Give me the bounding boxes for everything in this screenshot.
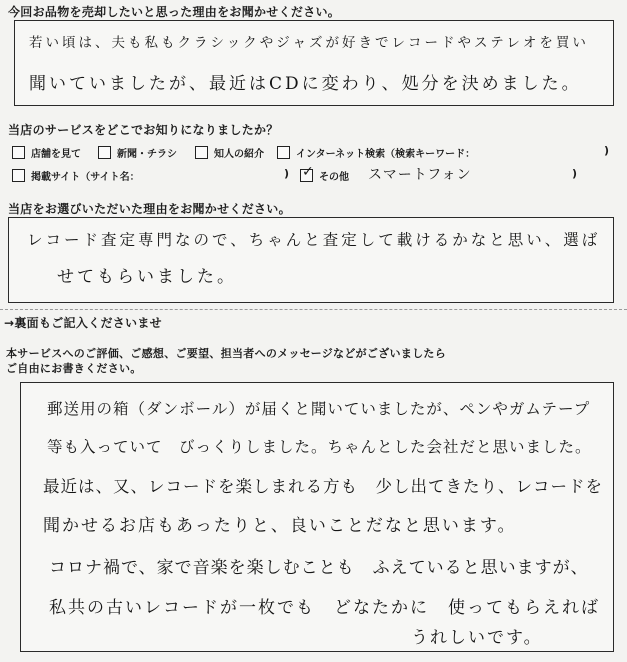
checkbox-site[interactable] xyxy=(12,169,25,182)
q1-question: 今回お品物を売却したいと思った理由をお聞かせください。 xyxy=(8,5,341,19)
q4-answer-line-6: 私共の古いレコードが一枚でも どなたかに 使ってもらえれば xyxy=(49,598,600,618)
checkbox-newspaper[interactable] xyxy=(98,146,111,159)
option-newspaper[interactable] xyxy=(98,145,177,160)
checkbox-referral[interactable] xyxy=(195,146,208,159)
option-other-label: その他 xyxy=(319,172,349,183)
site-close-paren: ) xyxy=(284,167,290,180)
q4-answer-line-5: コロナ禍で、家で音楽を楽しむことも ふえていると思いますが、 xyxy=(49,558,589,578)
q4-answer-line-4: 聞かせるお店もあったりと、良いことだなと思います。 xyxy=(43,516,517,536)
q1-answer-line-1: 若い頃は、夫も私もクラシックやジャズが好きでレコードやステレオを買い xyxy=(29,35,589,51)
check-mark-icon: ✓ xyxy=(302,164,314,180)
q3-answer-line-1: レコード査定専門なので、ちゃんと査定して載けるかなと思い、選ば xyxy=(27,231,601,249)
option-storefront[interactable] xyxy=(12,145,81,160)
q4-question-line-2: ご自由にお書きください。 xyxy=(6,362,142,375)
option-storefront-label: 店舗を見て xyxy=(31,149,81,160)
q4-question-line-1: 本サービスへのご評価、ご感想、ご要望、担当者へのメッセージなどがございましたら xyxy=(6,347,447,360)
other-answer: スマートフォン xyxy=(368,167,472,183)
reverse-side-note: →裏面もご記入くださいませ xyxy=(4,316,162,330)
q1-answer-box[interactable] xyxy=(14,20,614,106)
checkbox-internet[interactable] xyxy=(277,146,290,159)
checkbox-other[interactable] xyxy=(300,164,314,182)
q2-question: 当店のサービスをどこでお知りになりましたか？ xyxy=(8,123,279,137)
section-divider xyxy=(0,309,627,310)
option-internet-label: インターネット検索（検索キーワード： xyxy=(296,149,476,160)
internet-close-paren: ) xyxy=(604,144,610,157)
q4-answer-line-2: 等も入っていて びっくりしました。ちゃんとした会社だと思いました。 xyxy=(47,438,592,456)
q3-answer-box[interactable] xyxy=(8,217,614,303)
other-close-paren: ) xyxy=(572,167,578,180)
option-site[interactable] xyxy=(12,168,140,183)
q4-answer-line-7: うれしいです。 xyxy=(411,628,543,648)
q1-answer-line-2: 聞いていましたが、最近はCDに変わり、処分を決めました。 xyxy=(29,74,582,94)
option-other[interactable] xyxy=(300,164,349,183)
q3-question: 当店をお選びいただいた理由をお聞かせください。 xyxy=(8,202,291,216)
option-internet[interactable] xyxy=(277,145,475,160)
q4-answer-line-3: 最近は、又、レコードを楽しまれる方も 少し出てきたり、レコードを xyxy=(43,477,603,496)
option-site-label: 掲載サイト（サイト名： xyxy=(31,172,140,183)
option-referral[interactable] xyxy=(195,145,264,160)
q4-answer-line-1: 郵送用の箱（ダンボール）が届くと聞いていましたが、ペンやガムテープ xyxy=(47,400,591,418)
option-newspaper-label: 新聞・チラシ xyxy=(117,149,177,160)
q4-answer-box[interactable] xyxy=(20,382,614,652)
checkbox-storefront[interactable] xyxy=(12,146,25,159)
option-referral-label: 知人の紹介 xyxy=(214,149,264,160)
q3-answer-line-2: せてもらいました。 xyxy=(57,267,237,287)
